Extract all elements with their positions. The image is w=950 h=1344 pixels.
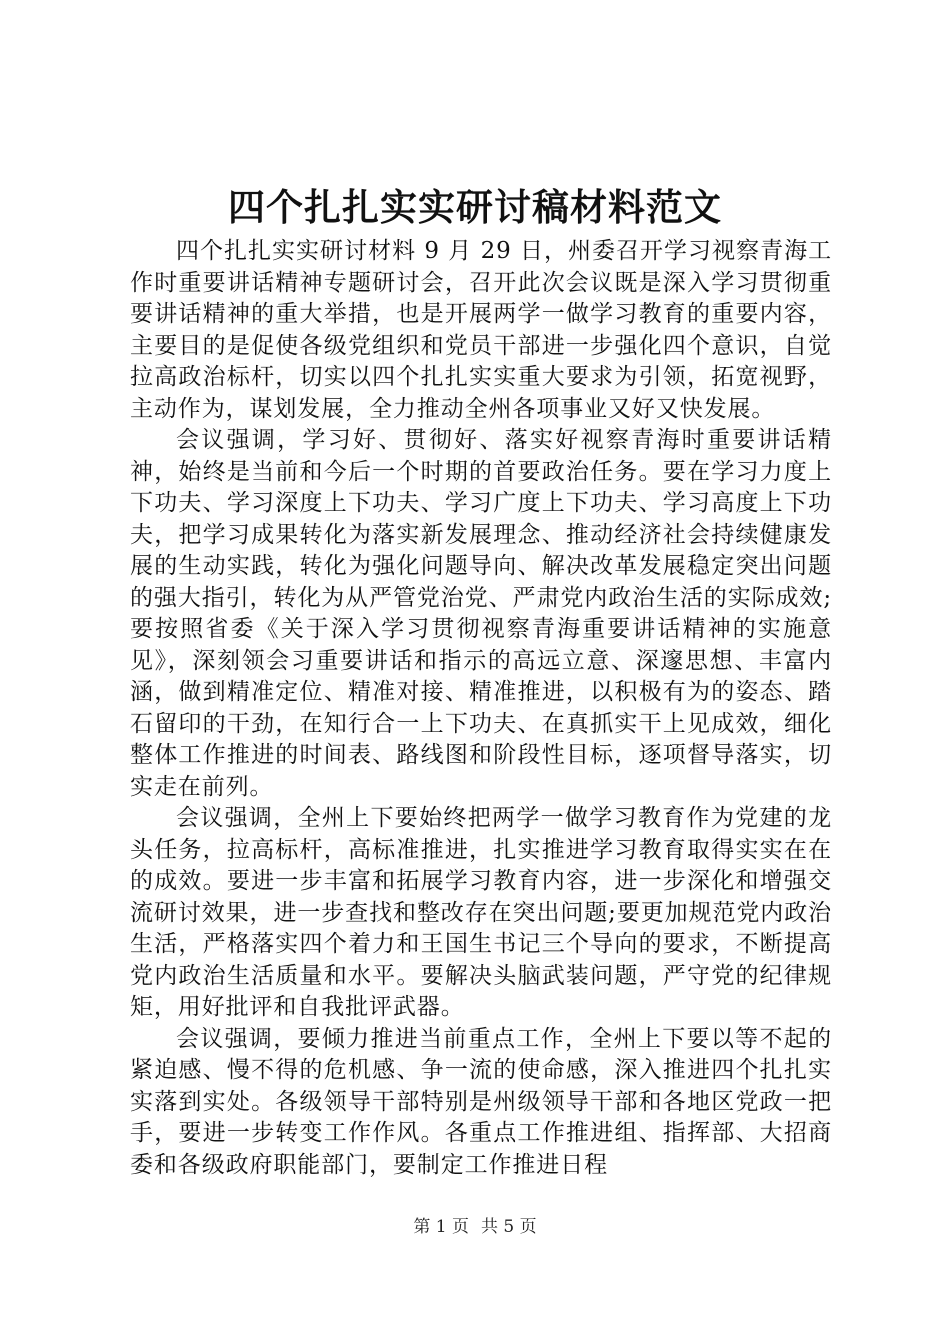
document-body [130, 236, 832, 1181]
paragraph-4: 会议强调，要倾力推进当前重点工作，全州上下要以等不起的紧迫感、慢不得的危机感、争一流的使命感，深入推进四个扎扎实实落到实处。各级领导干部特别是州级领导干部和各地区党政一把手，要进一步转变工作作风。各重点工作推进组、指挥部、大招商委和各级政府职能部门，要制定工作推进日程 [130, 1025, 832, 1178]
document-title: 四个扎扎实实研讨稿材料范文 [228, 185, 722, 229]
page-total: 共 5 页 [481, 1217, 537, 1237]
page-footer [0, 1215, 950, 1239]
paragraph-2: 会议强调，学习好、贯彻好、落实好视察青海时重要讲话精神，始终是当前和今后一个时期的首要政治任务。要在学习力度上下功夫、学习深度上下功夫、学习广度上下功夫、学习高度上下功夫，把学习成果转化为落实新发展理念、推动经济社会持续健康发展的生动实践，转化为强化问题导向、解决改革发展稳定突出问题的强大指引，转化为从严管党治党、严肃党内政治生活的实际成效;要按照省委《关于深入学习贯彻视察青海重要讲话精神的实施意见》，深刻领会习重要讲话和指示的高远立意、深邃思想、丰富内涵，做到精准定位、精准对接、精准推进，以积极有为的姿态、踏石留印的干劲，在知行合一上下功夫、在真抓实干上见成效，细化整体工作推进的时间表、路线图和阶段性目标，逐项督导落实，切实走在前列。 [130, 427, 832, 800]
paragraph-3: 会议强调，全州上下要始终把两学一做学习教育作为党建的龙头任务，拉高标杆，高标准推进，扎实推进学习教育取得实实在在的成效。要进一步丰富和拓展学习教育内容，进一步深化和增强交流研讨效果，进一步查找和整改存在突出问题;要更加规范党内政治生活，严格落实四个着力和王国生书记三个导向的要求，不断提高党内政治生活质量和水平。要解决头脑武装问题，严守党的纪律规矩，用好批评和自我批评武器。 [130, 805, 832, 1020]
page-number: 第 1 页 [413, 1217, 469, 1237]
paragraph-1: 四个扎扎实实研讨材料 9 月 29 日，州委召开学习视察青海工作时重要讲话精神专题研讨会，召开此次会议既是深入学习贯彻重要讲话精神的重大举措，也是开展两学一做学习教育的重要内容，主要目的是促使各级党组织和党员干部进一步强化四个意识，自觉拉高政治标杆，切实以四个扎扎实实重大要求为引领，拓宽视野，主动作为，谋划发展，全力推动全州各项事业又好又快发展。 [130, 238, 832, 422]
